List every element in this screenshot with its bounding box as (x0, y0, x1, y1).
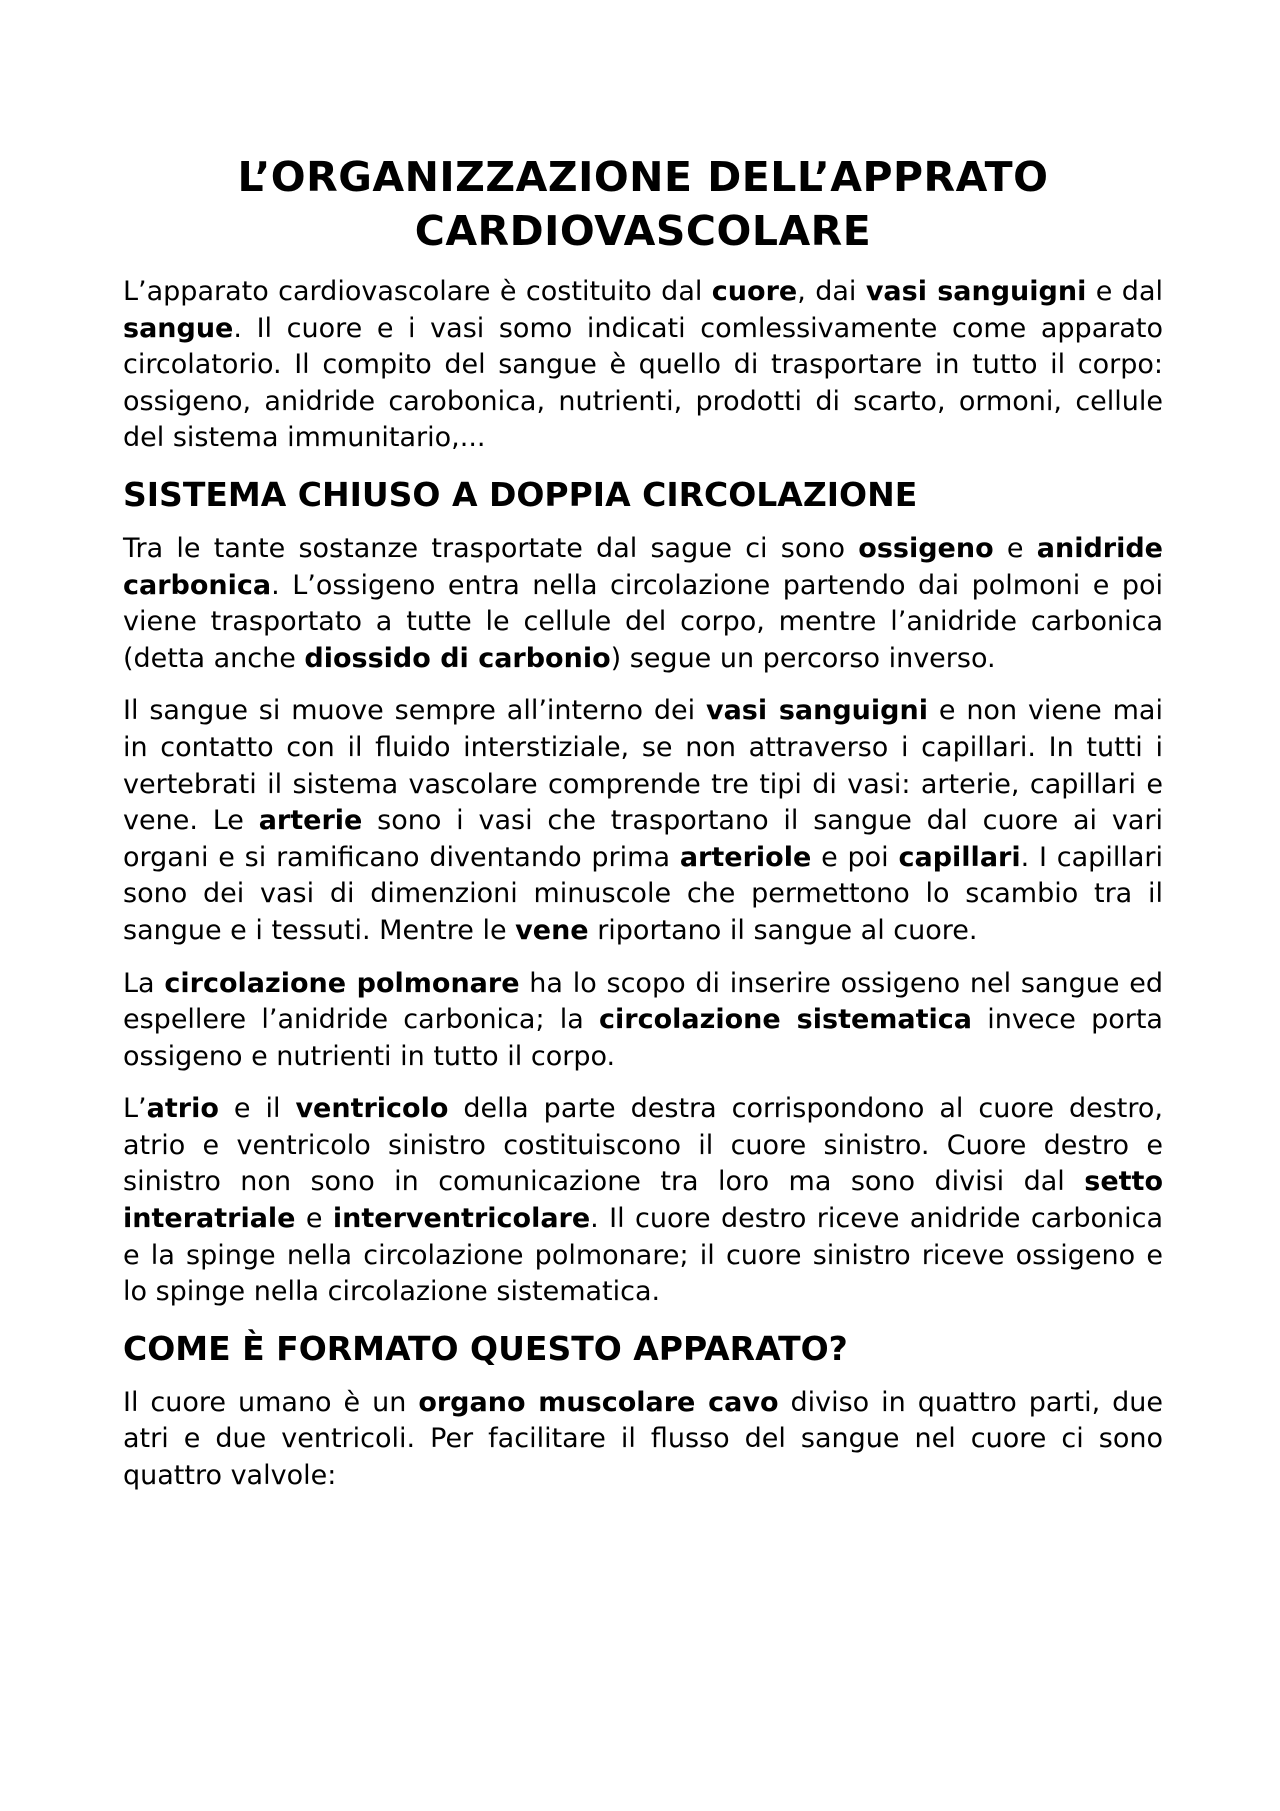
bold-term: vasi sanguigni (705, 695, 928, 727)
document-title (123, 150, 1163, 258)
text-run: della parte destra corrispondono al cuore destro, atrio e ventricolo sinistro costituiscono il cuore sinistro. Cuore destro e sinistro non sono in comunicazione tra loro ma sono divisi dal (123, 1093, 1163, 1198)
title-line-2: CARDIOVASCOLARE (414, 207, 872, 255)
text-run: . L’ossigeno entra nella circolazione partendo dai polmoni e poi viene trasportato a tutte le cellule del corpo, mentre l’anidride carbonica (detta anche (123, 569, 1163, 674)
paragraph-vasi (123, 693, 1163, 949)
bold-term: capillari (898, 841, 1021, 873)
bold-term: sangue (123, 312, 234, 344)
bold-term: ventricolo (295, 1093, 449, 1125)
paragraph-circolazione (123, 966, 1163, 1076)
text-run: e non viene mai in contatto con il fluido interstiziale, se non attraverso i capillari. In tutti i vertebrati il sistema vascolare comprende tre tipi di vasi: arterie, capillari e vene. Le (123, 695, 1163, 837)
paragraph-atrio-ventricolo (123, 1091, 1163, 1311)
text-run: e (295, 1203, 333, 1235)
section-heading-come-formato: COME È FORMATO QUESTO APPARATO? (123, 1328, 848, 1368)
bold-term: organo muscolare cavo (418, 1386, 779, 1418)
text-run: , dai (797, 276, 866, 307)
bold-term: diossido di carbonio (304, 642, 611, 674)
text-run: . I capillari sono dei vasi di dimenzioni minuscole che permettono lo scambio tra il sangue e i tessuti. Mentre le (123, 841, 1163, 946)
bold-term: arterie (258, 805, 363, 837)
bold-term: ossigeno (858, 532, 994, 564)
intro-paragraph (123, 274, 1163, 457)
section-heading-doppia-circolazione: SISTEMA CHIUSO A DOPPIA CIRCOLAZIONE (123, 474, 918, 514)
text-run: Il sangue si muove sempre all’interno dei (123, 695, 706, 727)
bold-term: cuore (711, 276, 798, 307)
text-run: . Il cuore destro riceve anidride carbonica e la spinge nella circolazione polmonare; il cuore sinistro riceve ossigeno e lo spinge nella circolazione sistematica. (123, 1203, 1163, 1308)
text-run: ha lo scopo di inserire ossigeno nel sangue ed espellere l’anidride carbonica; la (123, 967, 1164, 1036)
document-page (123, 150, 1163, 1511)
text-run: e poi (811, 841, 899, 873)
text-run: e dal (1086, 276, 1163, 307)
paragraph-cuore-umano (123, 1385, 1163, 1495)
text-run: e il (218, 1093, 296, 1125)
text-run: ) segue un percorso inverso. (610, 642, 996, 674)
text-run: diviso in quattro parti, due atri e due ventricoli. Per facilitare il flusso del sangue nel cuore ci sono quattro valvole: (123, 1386, 1163, 1492)
text-run: e (993, 532, 1037, 564)
bold-term: vene (515, 914, 589, 946)
bold-term: interventricolare (332, 1203, 591, 1235)
text-run: riportano il sangue al cuore. (588, 914, 978, 946)
paragraph-ossigeno (123, 531, 1163, 677)
text-run: La (123, 967, 165, 999)
text-run: invece porta ossigeno e nutrienti in tutto il corpo. (123, 1004, 1163, 1072)
title-line-1: L’ORGANIZZAZIONE DELL’APPRATO (237, 153, 1049, 201)
bold-term: circolazione polmonare (164, 967, 520, 999)
text-run: sono i vasi che trasportano il sangue dal cuore ai vari organi e si ramificano diventando prima (123, 805, 1163, 873)
bold-term: circolazione sistematica (599, 1004, 973, 1036)
bold-term: vasi sanguigni (865, 276, 1087, 307)
text-run: Tra le tante sostanze trasportate dal sague ci sono (123, 532, 859, 564)
text-run: L’apparato cardiovascolare è costituito dal (123, 276, 712, 307)
bold-term: atrio (146, 1093, 219, 1125)
bold-term: anidride carbonica (123, 532, 1163, 601)
bold-term: setto interatriale (123, 1166, 1163, 1235)
text-run: Il cuore umano è un (123, 1386, 419, 1418)
text-run: L’ (123, 1093, 147, 1125)
text-run: . Il cuore e i vasi somo indicati comlessivamente come apparato circolatorio. Il compito del sangue è quello di trasportare in tutto il corpo: ossigeno, anidride carobonica, nutrienti, prodotti di scarto, ormoni, cellule del sistema immunitario,... (123, 312, 1163, 454)
bold-term: arteriole (679, 841, 812, 873)
